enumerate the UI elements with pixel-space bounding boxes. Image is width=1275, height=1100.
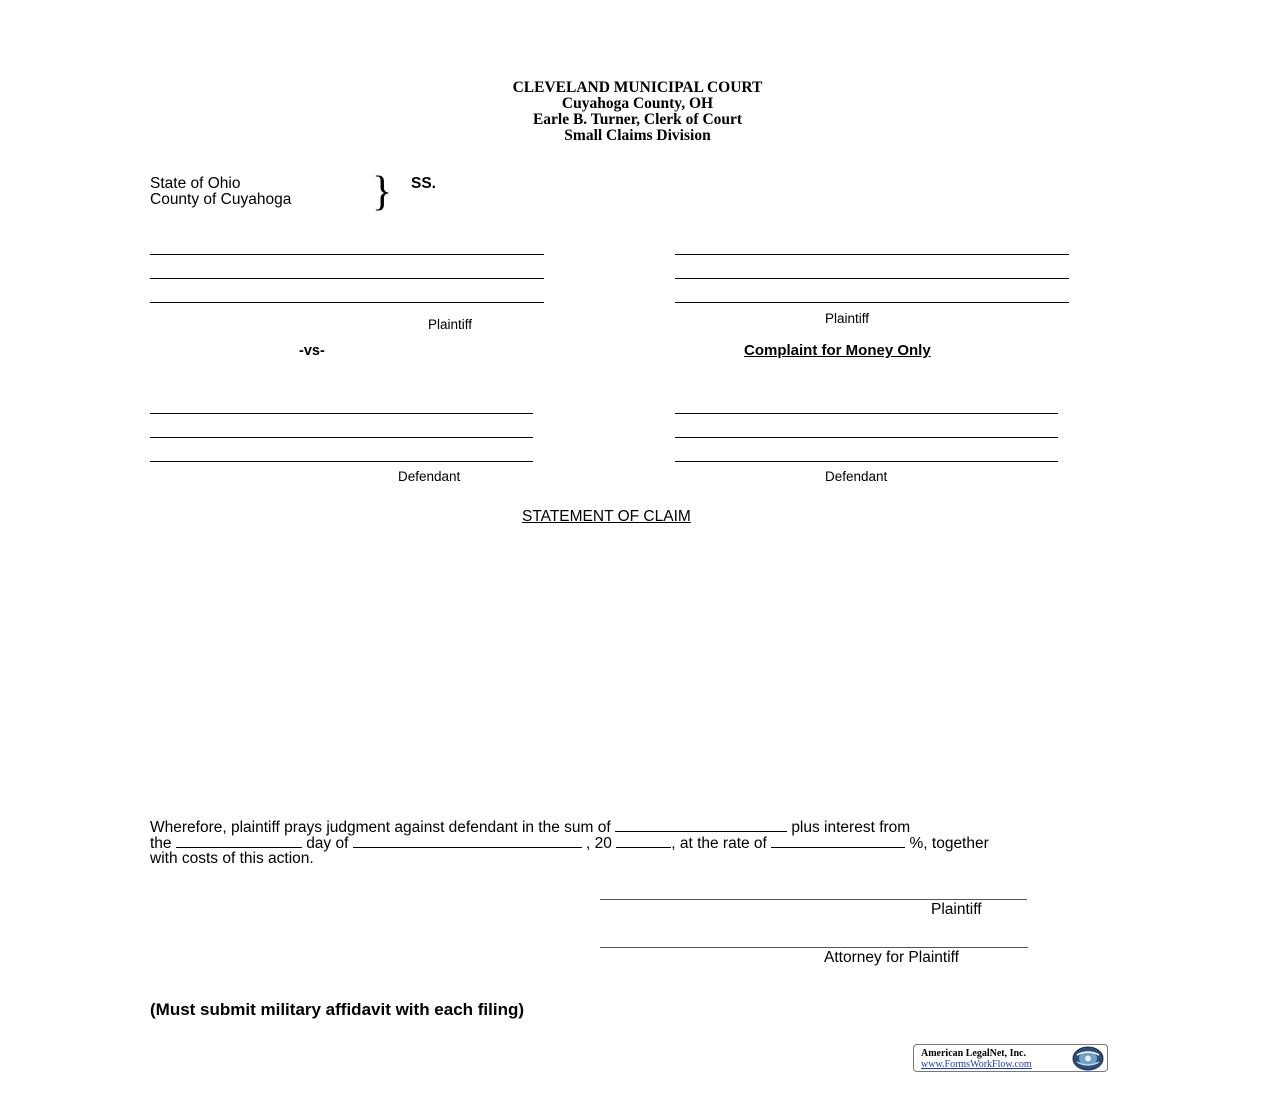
prayer-line-1	[150, 819, 910, 836]
left-plaintiff-line-3[interactable]	[150, 302, 544, 303]
prayer-text-1: Wherefore, plaintiff prays judgment against defendant in the sum of	[150, 819, 611, 836]
interest-year-blank[interactable]	[616, 835, 671, 848]
right-plaintiff-line-2[interactable]	[675, 278, 1069, 279]
prayer-text-8: with costs of this action.	[150, 850, 314, 867]
court-clerk: Earle B. Turner, Clerk of Court	[532, 111, 743, 128]
right-defendant-line-1[interactable]	[675, 413, 1058, 414]
interest-rate-blank[interactable]	[771, 835, 905, 848]
interest-month-blank[interactable]	[353, 835, 582, 848]
judgment-sum-blank[interactable]	[615, 819, 787, 832]
interest-day-blank[interactable]	[176, 835, 302, 848]
prayer-text-4: day of	[306, 835, 349, 852]
left-defendant-line-3[interactable]	[150, 461, 533, 462]
statement-heading: STATEMENT OF CLAIM	[522, 508, 691, 525]
court-division: Small Claims Division	[564, 127, 711, 144]
complaint-title: Complaint for Money Only	[744, 342, 931, 359]
globe-icon	[1071, 1046, 1105, 1071]
venue-ss: SS.	[411, 175, 436, 192]
attorney-signature-line[interactable]	[600, 947, 1028, 948]
right-defendant-line-2[interactable]	[675, 437, 1058, 438]
military-affidavit-note: (Must submit military affidavit with each filing)	[150, 1000, 525, 1019]
right-plaintiff-line-1[interactable]	[675, 254, 1069, 255]
prayer-text-5: , 20	[586, 835, 612, 852]
left-defendant-label: Defendant	[398, 469, 461, 484]
venue-state: State of Ohio	[150, 175, 241, 192]
left-plaintiff-line-1[interactable]	[150, 254, 544, 255]
logo-url[interactable]: www.FormsWorkFlow.com	[921, 1059, 1032, 1070]
venue-bracket: }	[372, 169, 393, 215]
attorney-signature-label: Attorney for Plaintiff	[824, 949, 959, 966]
right-plaintiff-line-3[interactable]	[675, 302, 1069, 303]
american-legalnet-logo[interactable]	[913, 1044, 1108, 1072]
logo-company: American LegalNet, Inc.	[921, 1048, 1026, 1059]
prayer-text-6: , at the rate of	[671, 835, 767, 852]
left-defendant-line-1[interactable]	[150, 413, 533, 414]
statement-body-area[interactable]	[150, 535, 1115, 805]
prayer-text-7: %, together	[909, 835, 989, 852]
versus-label: -vs-	[299, 343, 325, 359]
court-name: CLEVELAND MUNICIPAL COURT	[512, 79, 763, 96]
right-plaintiff-label: Plaintiff	[825, 311, 870, 326]
venue-county: County of Cuyahoga	[150, 191, 292, 208]
right-defendant-line-3[interactable]	[675, 461, 1058, 462]
prayer-text-3: the	[150, 835, 172, 852]
left-plaintiff-label: Plaintiff	[428, 317, 473, 332]
left-plaintiff-line-2[interactable]	[150, 278, 544, 279]
right-defendant-label: Defendant	[825, 469, 888, 484]
prayer-text-2: plus interest from	[791, 819, 911, 836]
plaintiff-signature-label: Plaintiff	[931, 901, 982, 918]
plaintiff-signature-line[interactable]	[600, 899, 1027, 900]
court-county: Cuyahoga County, OH	[561, 95, 714, 112]
left-defendant-line-2[interactable]	[150, 437, 533, 438]
